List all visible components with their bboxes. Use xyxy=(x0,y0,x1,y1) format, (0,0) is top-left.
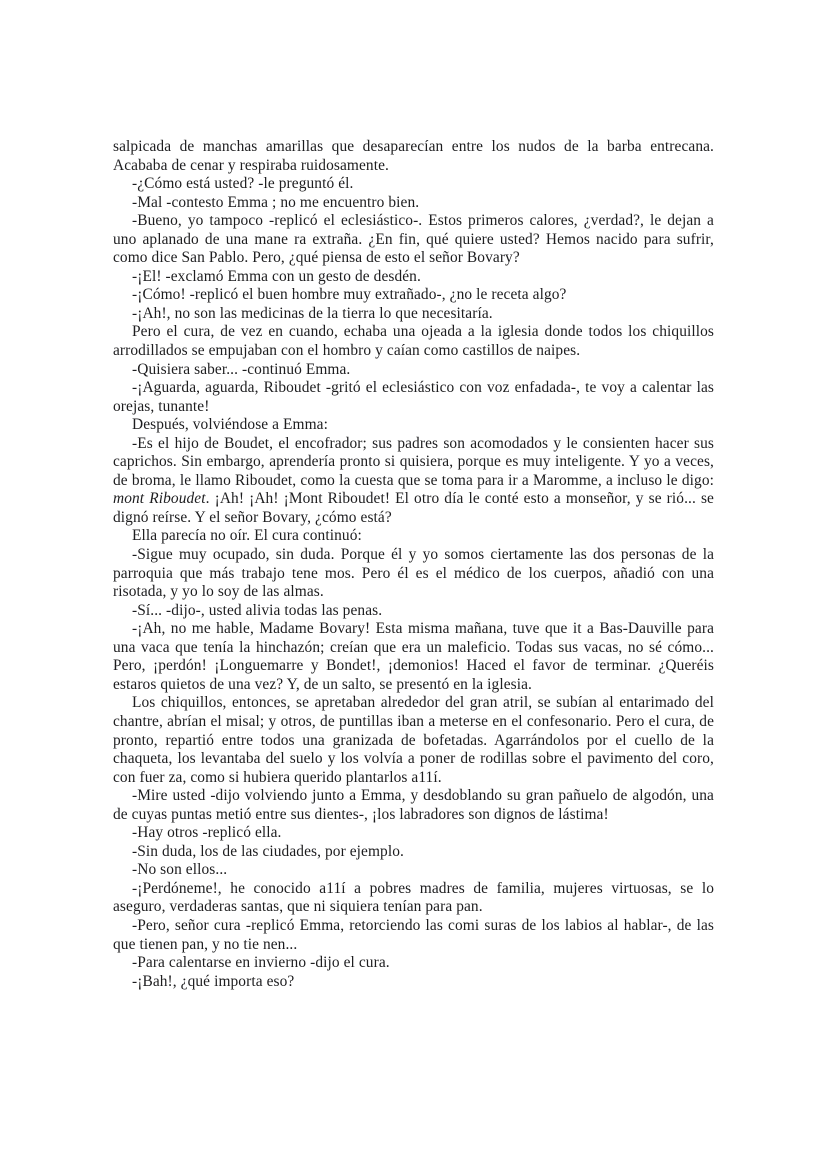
dialogue-line: -Quisiera saber... -continuó Emma. xyxy=(132,360,351,378)
dialogue-line: -Sigue muy ocupado, sin duda. Porque él y yo somos ciertamente las dos personas de la parroquia que más trabajo tene mos. Pero él es el médico de los cuerpos, añadió con una risotada, y yo lo soy de las almas. xyxy=(113,546,714,601)
dialogue-line: -No son ellos... xyxy=(132,861,228,879)
dialogue-line: -Pero, señor cura -replicó Emma, retorciendo las comi suras de los labios al hablar-, de las que tienen pan, y no tie nen... xyxy=(113,916,714,953)
dialogue-line: -¡Perdóneme!, he conocido a11í a pobres madres de familia, mujeres virtuosas, se lo aseguro, verdaderas santas, que ni siquiera tenían para pan. xyxy=(113,879,714,916)
page-text-block xyxy=(113,138,714,991)
paragraph: Ella parecía no oír. El cura continuó: xyxy=(132,527,362,545)
dialogue-line: -¡El! -exclamó Emma con un gesto de desdén. xyxy=(132,267,421,285)
dialogue-line: -Sí... -dijo-, usted alivia todas las penas. xyxy=(132,601,383,619)
paragraph: salpicada de manchas amarillas que desaparecían entre los nudos de la barba entrecana. Acababa de cenar y respiraba ruidosamente. xyxy=(113,138,714,174)
dialogue-line: -¿Cómo está usted? -le preguntó él. xyxy=(132,175,354,193)
dialogue-line xyxy=(113,435,714,528)
dialogue-line: -¡Aguarda, aguarda, Riboudet -gritó el eclesiástico con voz enfadada-, te voy a calentar las orejas, tunante! xyxy=(113,379,714,415)
dialogue-line: -Hay otros -replicó ella. xyxy=(132,824,282,842)
dialogue-line: -¡Bah!, ¿qué importa eso? xyxy=(132,972,295,990)
dialogue-line: -¡Ah, no me hable, Madame Bovary! Esta misma mañana, tuve que it a Bas-Dauville para una vaca que tenía la hinchazón; creían que era un maleficio. Todas sus vacas, no sé cómo... Pero, ¡perdón! ¡Longuemarre y Bondet!, ¡demonios! Haced el favor de terminar. ¿Queréis estaros quietos de una vez? Y, de un salto, se presentó en la iglesia. xyxy=(113,620,714,693)
dialogue-line: -Sin duda, los de las ciudades, por ejemplo. xyxy=(132,842,404,860)
dialogue-line: -¡Cómo! -replicó el buen hombre muy extrañado-, ¿no le receta algo? xyxy=(132,286,567,304)
paragraph: Los chiquillos, entonces, se apretaban alrededor del gran atril, se subían al entarimado del chantre, abrían el misal; y otros, de puntillas iban a meterse en el confesonario. Pero el cura, de pronto, repartió entre todos una granizada de bofetadas. Agarrándolos por el cuello de la chaqueta, los levantaba del suelo y los volvía a poner de rodillas sobre el pavimento del coro, con fuer za, como si hubiera querido plantarlos a11í. xyxy=(113,694,714,786)
paragraph: Pero el cura, de vez en cuando, echaba una ojeada a la iglesia donde todos los chiquillos arrodillados se empujaban con el hombro y caían como castillos de naipes. xyxy=(113,323,714,360)
dialogue-line: -Para calentarse en invierno -dijo el cura. xyxy=(132,954,390,972)
dialogue-line: -Mal -contesto Emma ; no me encuentro bien. xyxy=(132,193,420,211)
paragraph-segment: -Es el hijo de Boudet, el encofrador; sus padres son acomodados y le consienten hacer sus caprichos. Sin embargo, aprendería pronto si quisiera, porque es muy inteligente. Y yo a veces, de broma, le llamo Riboudet, como la cuesta que se toma para ir a Maromme, a incluso le digo: xyxy=(113,434,714,489)
dialogue-line: -¡Ah!, no son las medicinas de la tierra lo que necesitaría. xyxy=(132,304,493,322)
paragraph-segment: . ¡Ah! ¡Ah! ¡Mont Riboudet! El otro día le conté esto a monseñor, y se rió... se dignó reírse. Y el señor Bovary, ¿cómo está? xyxy=(113,490,714,526)
italic-phrase: mont Riboudet xyxy=(113,490,206,508)
paragraph: Después, volviéndose a Emma: xyxy=(132,416,328,434)
dialogue-line: -Bueno, yo tampoco -replicó el eclesiástico-. Estos primeros calores, ¿verdad?, le dejan a uno aplanado de una mane ra extraña. ¿En fin, qué quiere usted? Hemos nacido para sufrir, como dice San Pablo. Pero, ¿qué piensa de esto el señor Bovary? xyxy=(113,212,714,267)
dialogue-line: -Mire usted -dijo volviendo junto a Emma, y desdoblando su gran pañuelo de algodón, una de cuyas puntas metió entre sus dientes-, ¡los labradores son dignos de lástima! xyxy=(113,787,714,823)
